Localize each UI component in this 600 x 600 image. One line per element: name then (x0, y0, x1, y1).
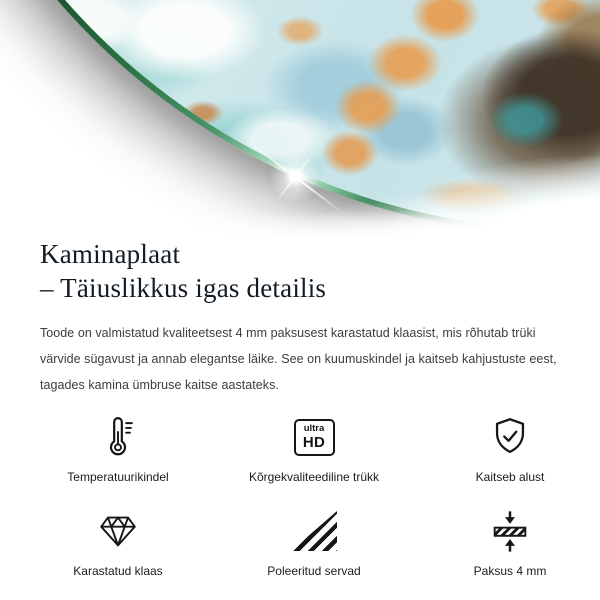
ultra-hd-icon-text-bottom: HD (302, 433, 326, 451)
feature-paksus-4mm (412, 508, 600, 578)
sparkle-halo (269, 151, 321, 203)
ultra-hd-icon (294, 414, 335, 460)
polished-edges-icon (291, 508, 337, 554)
thickness-4mm-icon (487, 508, 533, 554)
thermometer-icon (95, 414, 141, 460)
page-title (40, 237, 560, 305)
feature-poleeritud-servad (216, 508, 412, 578)
page-title-line1: Kaminaplaat (40, 239, 181, 269)
product-details-section (0, 235, 600, 578)
feature-karastatud-klaas (20, 508, 216, 578)
shield-check-icon (487, 414, 533, 460)
product-image (0, 0, 600, 235)
feature-label: Kaitseb alust (475, 470, 545, 484)
page-title-line2: – Täiuslikkus igas detailis (40, 273, 327, 303)
feature-label: Poleeritud servad (267, 564, 361, 578)
feature-temperatuurikindel (20, 414, 216, 484)
product-description: Toode on valmistatud kvaliteetsest 4 mm paksusest karastatud klaasist, mis rõhutab trüki värvide sügavust ja annab elegantse läike. See on kuumuskindel ja kaitseb kahjustuste eest, tagades kamina ümbruse kaitse aastateks. (40, 326, 557, 392)
diamond-icon (95, 508, 141, 554)
feature-label: Karastatud klaas (73, 564, 163, 578)
feature-korgekvaliteediline-trukk (216, 414, 412, 484)
ultra-hd-icon-text-top: ultra (303, 423, 325, 435)
feature-label: Paksus 4 mm (473, 564, 547, 578)
feature-grid (20, 414, 560, 578)
feature-label: Temperatuurikindel (67, 470, 169, 484)
feature-label: Kõrgekvaliteediline trükk (248, 470, 380, 484)
feature-kaitseb-alust (412, 414, 600, 484)
